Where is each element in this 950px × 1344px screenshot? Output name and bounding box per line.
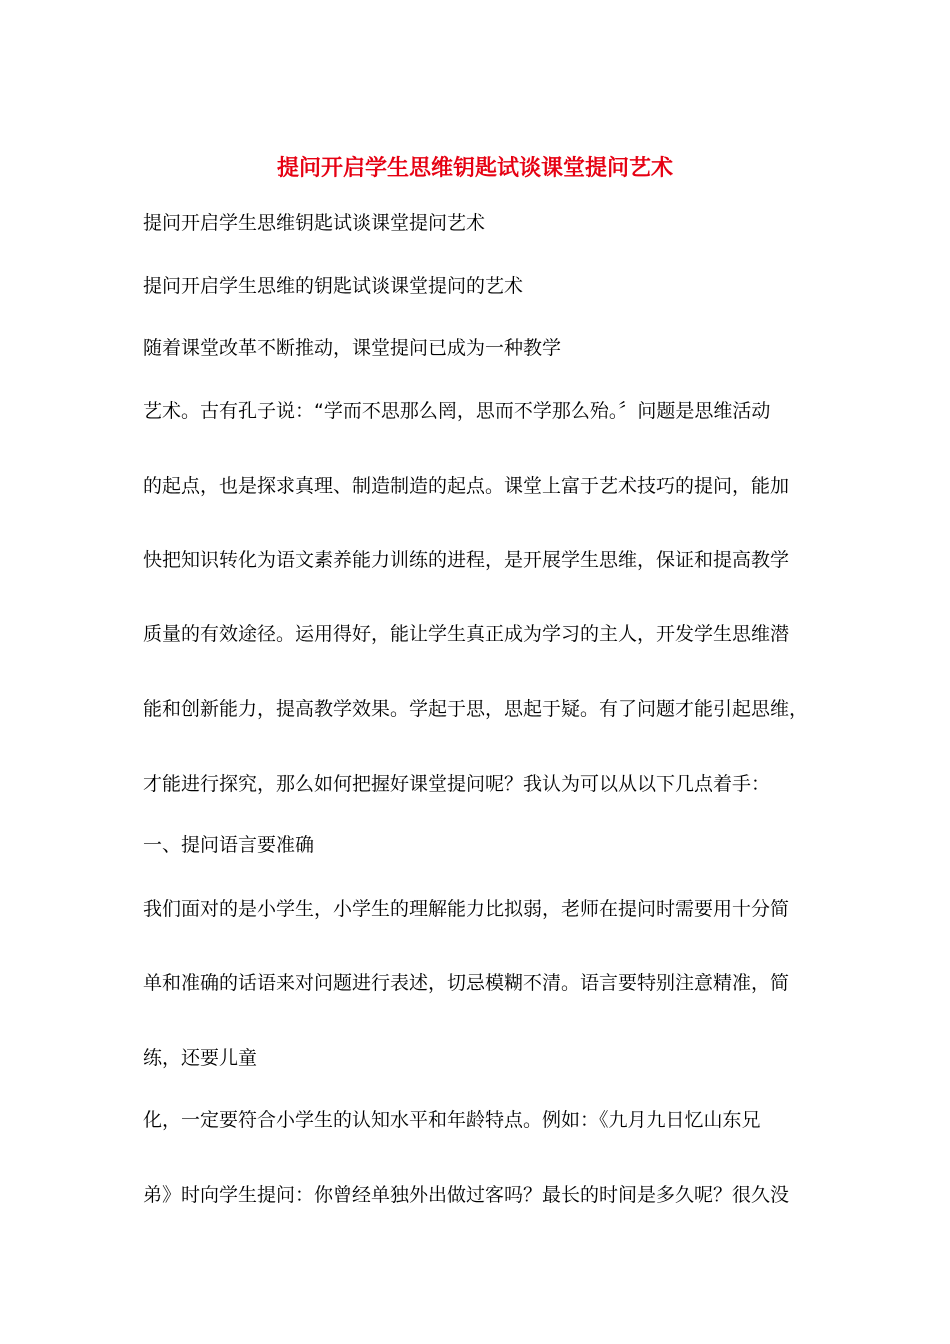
text-line-8: 能和创新能力，提高教学效果。学起于思，思起于疑。有了问题才能引起思维，	[143, 698, 809, 720]
text-line-11: 单和准确的话语来对问题进行表述，切忌模糊不清。语言要特别注意精准，简	[143, 972, 790, 994]
text-line-4: 艺术。古有孔子说：“学而不思那么罔，思而不学那么殆。〞问题是思维活动	[143, 400, 771, 422]
text-line-5: 的起点，也是探求真理、制造制造的起点。课堂上富于艺术技巧的提问，能加	[143, 475, 790, 497]
text-line-10: 我们面对的是小学生，小学生的理解能力比拟弱，老师在提问时需要用十分简	[143, 898, 790, 920]
text-line-9: 才能进行探究，那么如何把握好课堂提问呢？我认为可以从以下几点着手：	[143, 773, 771, 795]
text-line-6: 快把知识转化为语文素养能力训练的进程，是开展学生思维，保证和提高教学	[143, 549, 790, 571]
text-line-13: 化，一定要符合小学生的认知水平和年龄特点。例如：《九月九日忆山东兄	[143, 1109, 761, 1131]
text-line-7: 质量的有效途径。运用得好，能让学生真正成为学习的主人，开发学生思维潜	[143, 623, 790, 645]
text-line-12: 练，还要儿童	[143, 1047, 258, 1069]
text-line-14: 弟》时向学生提问：你曾经单独外出做过客吗？最长的时间是多久呢？很久没	[143, 1184, 790, 1206]
text-line-3: 随着课堂改革不断推动，课堂提问已成为一种教学	[143, 337, 562, 359]
section-heading-1: 一、提问语言要准确	[143, 834, 315, 856]
text-line-1: 提问开启学生思维钥匙试谈课堂提问艺术	[143, 212, 486, 234]
text-line-2: 提问开启学生思维的钥匙试谈课堂提问的艺术	[143, 275, 524, 297]
page-title: 提问开启学生思维钥匙试谈课堂提问艺术	[276, 155, 673, 181]
